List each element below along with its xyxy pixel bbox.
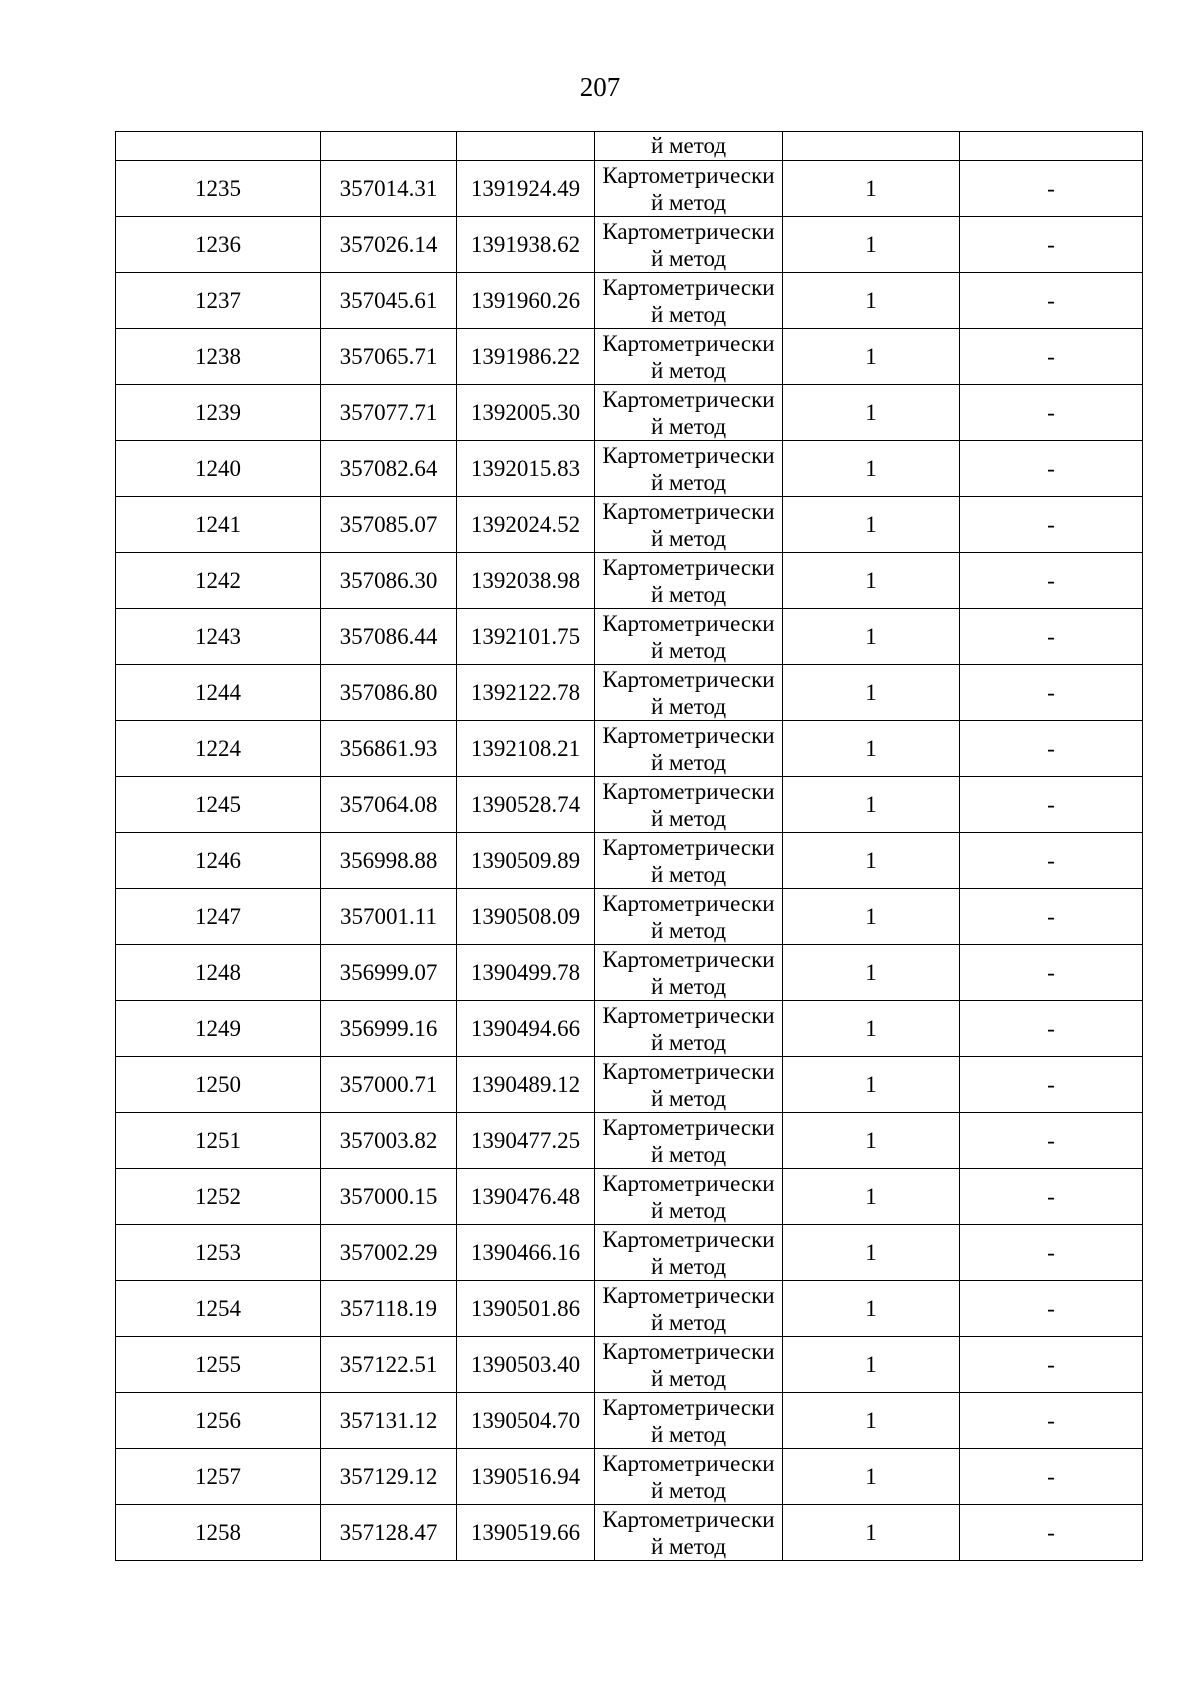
method-line-1: Картометрически — [602, 722, 775, 748]
method-line-2: й метод — [650, 1309, 727, 1335]
method-line-2: й метод — [650, 1141, 727, 1167]
cell-x: 357086.30 — [321, 553, 457, 609]
cell-accuracy: 1 — [783, 1281, 960, 1337]
coordinates-table — [115, 131, 1143, 1561]
cell-x: 357086.44 — [321, 609, 457, 665]
method-line-1: Картометрически — [602, 1450, 775, 1476]
table-row — [116, 889, 1143, 945]
method-line-1: Картометрически — [602, 1226, 775, 1252]
cell-x: 357001.11 — [321, 889, 457, 945]
method-line-1: Картометрически — [602, 946, 775, 972]
cell-y: 1390504.70 — [457, 1393, 595, 1449]
cell-method — [595, 161, 783, 217]
cell-x: 357131.12 — [321, 1393, 457, 1449]
cell-accuracy: 1 — [783, 609, 960, 665]
page-number: 207 — [579, 72, 621, 102]
table-row — [116, 385, 1143, 441]
cell-y: 1390489.12 — [457, 1057, 595, 1113]
cell-x: 357118.19 — [321, 1281, 457, 1337]
cell-accuracy: 1 — [783, 1057, 960, 1113]
cell-accuracy: 1 — [783, 385, 960, 441]
method-line-1: Картометрически — [602, 778, 775, 804]
cell-y: 1390477.25 — [457, 1113, 595, 1169]
cell-x: 357064.08 — [321, 777, 457, 833]
cell-y: 1392038.98 — [457, 553, 595, 609]
cell-y: 1392015.83 — [457, 441, 595, 497]
method-line-1: Картометрически — [602, 610, 775, 636]
cell-x: 357082.64 — [321, 441, 457, 497]
cell-accuracy: 1 — [783, 1505, 960, 1561]
cell-accuracy: 1 — [783, 1169, 960, 1225]
cell-num: 1250 — [116, 1057, 321, 1113]
cell-method — [595, 329, 783, 385]
method-line-1: Картометрически — [602, 330, 775, 356]
cell-x: 357086.80 — [321, 665, 457, 721]
cell-x: 357045.61 — [321, 273, 457, 329]
cell-num: 1248 — [116, 945, 321, 1001]
table-row — [116, 1113, 1143, 1169]
cell-method — [595, 609, 783, 665]
cell-num: 1244 — [116, 665, 321, 721]
cell-num: 1236 — [116, 217, 321, 273]
table-row — [116, 609, 1143, 665]
method-line-2: й метод — [650, 637, 727, 663]
cell-x: 356861.93 — [321, 721, 457, 777]
cell-y: 1390516.94 — [457, 1449, 595, 1505]
cell-y: 1390508.09 — [457, 889, 595, 945]
cell-num: 1251 — [116, 1113, 321, 1169]
cell-method — [595, 497, 783, 553]
table-row — [116, 1505, 1143, 1561]
method-line-1: Картометрически — [602, 834, 775, 860]
cell-accuracy: 1 — [783, 497, 960, 553]
method-line-2: й метод — [650, 413, 727, 439]
cell-method — [595, 273, 783, 329]
cell-note: - — [960, 497, 1143, 553]
cell-note: - — [960, 1281, 1143, 1337]
cell-x: 357129.12 — [321, 1449, 457, 1505]
cell-num: 1253 — [116, 1225, 321, 1281]
cell-y: 1391924.49 — [457, 161, 595, 217]
cell-accuracy: 1 — [783, 721, 960, 777]
cell-y: 1391986.22 — [457, 329, 595, 385]
method-line-2: й метод — [650, 581, 727, 607]
table-row — [116, 553, 1143, 609]
method-line-2: й метод — [650, 805, 727, 831]
method-line-1: Картометрически — [602, 1114, 775, 1140]
cell-num: 1258 — [116, 1505, 321, 1561]
cell-y: 1392024.52 — [457, 497, 595, 553]
cell-y: 1390519.66 — [457, 1505, 595, 1561]
table-row — [116, 1169, 1143, 1225]
method-line-1: Картометрически — [602, 1058, 775, 1084]
method-line-2: й метод — [650, 1421, 727, 1447]
cell-note: - — [960, 1113, 1143, 1169]
cell-y: 1391938.62 — [457, 217, 595, 273]
cell-method — [595, 889, 783, 945]
cell-num: 1246 — [116, 833, 321, 889]
continuation-row — [116, 132, 1143, 161]
cell-note: - — [960, 385, 1143, 441]
cell-x: 357026.14 — [321, 217, 457, 273]
cell-num: 1257 — [116, 1449, 321, 1505]
table-row — [116, 833, 1143, 889]
cell-note: - — [960, 217, 1143, 273]
cell-note — [960, 132, 1143, 161]
table-row — [116, 1393, 1143, 1449]
cell-num: 1239 — [116, 385, 321, 441]
method-line-1: Картометрически — [602, 498, 775, 524]
cell-accuracy: 1 — [783, 329, 960, 385]
cell-accuracy: 1 — [783, 553, 960, 609]
cell-method — [595, 553, 783, 609]
cell-y: 1390466.16 — [457, 1225, 595, 1281]
cell-method — [595, 945, 783, 1001]
cell-accuracy: 1 — [783, 441, 960, 497]
cell-method — [595, 777, 783, 833]
cell-y — [457, 132, 595, 161]
method-line-1: Картометрически — [602, 442, 775, 468]
cell-method — [595, 665, 783, 721]
cell-note: - — [960, 665, 1143, 721]
cell-note: - — [960, 777, 1143, 833]
cell-accuracy: 1 — [783, 777, 960, 833]
method-line-2: й метод — [650, 189, 727, 215]
method-line-1: Картометрически — [602, 386, 775, 412]
method-line-1: Картометрически — [602, 274, 775, 300]
method-line-2: й метод — [650, 1253, 727, 1279]
method-line-1: Картометрически — [602, 1002, 775, 1028]
table-row — [116, 1057, 1143, 1113]
cell-note: - — [960, 441, 1143, 497]
cell-method — [595, 1225, 783, 1281]
cell-note: - — [960, 1393, 1143, 1449]
cell-x: 357128.47 — [321, 1505, 457, 1561]
cell-accuracy: 1 — [783, 1449, 960, 1505]
cell-num: 1238 — [116, 329, 321, 385]
cell-x: 357065.71 — [321, 329, 457, 385]
table-row — [116, 273, 1143, 329]
cell-y: 1390528.74 — [457, 777, 595, 833]
cell-x: 357077.71 — [321, 385, 457, 441]
cell-note: - — [960, 1449, 1143, 1505]
method-line-1: Картометрически — [602, 1338, 775, 1364]
cell-accuracy: 1 — [783, 161, 960, 217]
cell-method — [595, 1057, 783, 1113]
cell-note: - — [960, 1169, 1143, 1225]
cell-accuracy: 1 — [783, 945, 960, 1001]
cell-note: - — [960, 1001, 1143, 1057]
table-row — [116, 1001, 1143, 1057]
method-line-1: Картометрически — [602, 554, 775, 580]
table-row — [116, 329, 1143, 385]
cell-num: 1245 — [116, 777, 321, 833]
cell-method — [595, 1337, 783, 1393]
cell-note: - — [960, 1225, 1143, 1281]
method-line-2: й метод — [650, 973, 727, 999]
method-line-2: й метод — [650, 1029, 727, 1055]
method-line-1: Картометрически — [602, 162, 775, 188]
cell-y: 1391960.26 — [457, 273, 595, 329]
table-row — [116, 665, 1143, 721]
cell-x: 357000.71 — [321, 1057, 457, 1113]
cell-y: 1390509.89 — [457, 833, 595, 889]
method-line-2: й метод — [650, 1365, 727, 1391]
cell-num: 1249 — [116, 1001, 321, 1057]
cell-x: 357002.29 — [321, 1225, 457, 1281]
cell-method — [595, 833, 783, 889]
cell-note: - — [960, 1057, 1143, 1113]
cell-note: - — [960, 553, 1143, 609]
cell-note: - — [960, 721, 1143, 777]
cell-num: 1237 — [116, 273, 321, 329]
table-row — [116, 945, 1143, 1001]
cell-accuracy: 1 — [783, 1113, 960, 1169]
cell-num: 1254 — [116, 1281, 321, 1337]
method-line-2: й метод — [650, 749, 727, 775]
cell-x: 356999.16 — [321, 1001, 457, 1057]
cell-accuracy: 1 — [783, 889, 960, 945]
cell-x: 357122.51 — [321, 1337, 457, 1393]
cell-note: - — [960, 609, 1143, 665]
method-line-2: й метод — [650, 1085, 727, 1111]
method-line-2: й метод — [650, 301, 727, 327]
cell-x — [321, 132, 457, 161]
cell-method — [595, 1393, 783, 1449]
cell-y: 1392101.75 — [457, 609, 595, 665]
method-line-1: Картометрически — [602, 1282, 775, 1308]
method-line-1: Картометрически — [602, 890, 775, 916]
table-row — [116, 497, 1143, 553]
cell-method — [595, 721, 783, 777]
table-row — [116, 721, 1143, 777]
cell-method — [595, 1169, 783, 1225]
cell-note: - — [960, 161, 1143, 217]
cell-method — [595, 1505, 783, 1561]
table-row — [116, 777, 1143, 833]
cell-note: - — [960, 1337, 1143, 1393]
cell-note: - — [960, 945, 1143, 1001]
cell-num: 1242 — [116, 553, 321, 609]
method-line-1: Картометрически — [602, 666, 775, 692]
cell-num: 1240 — [116, 441, 321, 497]
cell-y: 1390494.66 — [457, 1001, 595, 1057]
cell-num — [116, 132, 321, 161]
cell-num: 1224 — [116, 721, 321, 777]
cell-accuracy: 1 — [783, 1001, 960, 1057]
method-line-2: й метод — [650, 1477, 727, 1503]
cell-accuracy: 1 — [783, 273, 960, 329]
cell-num: 1252 — [116, 1169, 321, 1225]
method-line-2: й метод — [650, 861, 727, 887]
table-row — [116, 217, 1143, 273]
cell-accuracy: 1 — [783, 833, 960, 889]
cell-note: - — [960, 273, 1143, 329]
method-line-1: Картометрически — [602, 1394, 775, 1420]
cell-accuracy — [783, 132, 960, 161]
cell-note: - — [960, 1505, 1143, 1561]
cell-note: - — [960, 889, 1143, 945]
cell-x: 356998.88 — [321, 833, 457, 889]
cell-method — [595, 1449, 783, 1505]
cell-note: - — [960, 329, 1143, 385]
cell-accuracy: 1 — [783, 217, 960, 273]
cell-num: 1241 — [116, 497, 321, 553]
table-row — [116, 1225, 1143, 1281]
cell-y: 1390503.40 — [457, 1337, 595, 1393]
table-row — [116, 441, 1143, 497]
cell-note: - — [960, 833, 1143, 889]
cell-x: 356999.07 — [321, 945, 457, 1001]
table-row — [116, 1337, 1143, 1393]
cell-y: 1390499.78 — [457, 945, 595, 1001]
cell-num: 1243 — [116, 609, 321, 665]
method-line-1: Картометрически — [602, 218, 775, 244]
cell-y: 1392108.21 — [457, 721, 595, 777]
cell-x: 357085.07 — [321, 497, 457, 553]
cell-y: 1390476.48 — [457, 1169, 595, 1225]
method-line-2: й метод — [650, 1197, 727, 1223]
cell-method — [595, 1113, 783, 1169]
cell-method — [595, 217, 783, 273]
table-row — [116, 1281, 1143, 1337]
cell-accuracy: 1 — [783, 1337, 960, 1393]
cell-y: 1392005.30 — [457, 385, 595, 441]
cell-num: 1247 — [116, 889, 321, 945]
method-line-2: й метод — [650, 1533, 727, 1559]
cell-x: 357003.82 — [321, 1113, 457, 1169]
cell-method: й метод — [595, 132, 783, 161]
cell-method — [595, 1001, 783, 1057]
cell-num: 1235 — [116, 161, 321, 217]
cell-method — [595, 1281, 783, 1337]
table-row — [116, 1449, 1143, 1505]
cell-num: 1255 — [116, 1337, 321, 1393]
method-line-2: й метод — [650, 917, 727, 943]
table-row — [116, 161, 1143, 217]
cell-accuracy: 1 — [783, 1225, 960, 1281]
method-line-1: Картометрически — [602, 1506, 775, 1532]
method-line-1: Картометрически — [602, 1170, 775, 1196]
cell-accuracy: 1 — [783, 665, 960, 721]
method-line-2: й метод — [650, 525, 727, 551]
method-line-2: й метод — [650, 245, 727, 271]
cell-x: 357014.31 — [321, 161, 457, 217]
cell-accuracy: 1 — [783, 1393, 960, 1449]
cell-method — [595, 385, 783, 441]
cell-num: 1256 — [116, 1393, 321, 1449]
method-line-2: й метод — [650, 469, 727, 495]
cell-x: 357000.15 — [321, 1169, 457, 1225]
cell-y: 1392122.78 — [457, 665, 595, 721]
method-line-2: й метод — [650, 357, 727, 383]
cell-y: 1390501.86 — [457, 1281, 595, 1337]
table-body — [116, 132, 1143, 1561]
method-line-2: й метод — [650, 693, 727, 719]
cell-method — [595, 441, 783, 497]
